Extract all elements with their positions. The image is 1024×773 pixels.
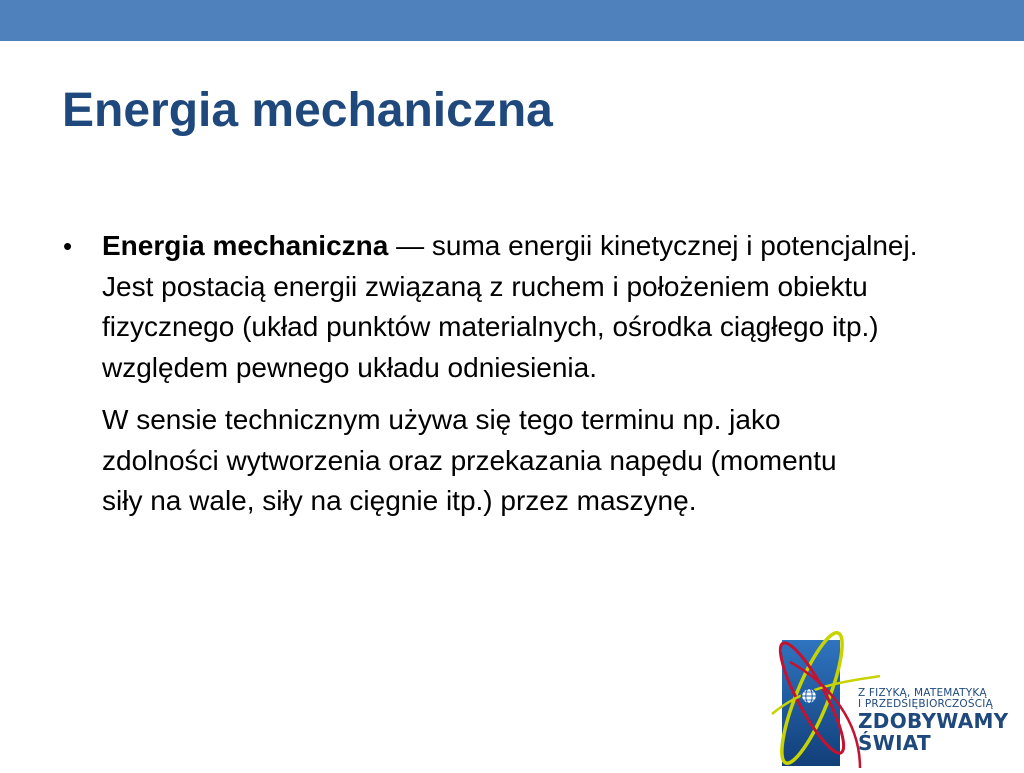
bullet-marker: •	[63, 231, 73, 261]
logo-tagline-line1: Z FIZYKĄ, MATEMATYKĄ	[858, 687, 987, 699]
bullet-paragraph	[102, 226, 962, 388]
bullet-term: Energia mechaniczna	[102, 230, 389, 261]
bullet-definition: — suma energii kinetycznej i potencjalnej. Jest postacią energii związaną z ruchem i położeniem obiektu fizycznego (układ punktów materialnych, ośrodka ciągłego itp.) względem pewnego układu odniesienia.	[102, 230, 918, 383]
logo-tagline-line2: I PRZEDSIĘBIORCZOŚCIĄ	[858, 698, 993, 710]
logo-name-line1: ZDOBYWAMY	[858, 709, 1009, 733]
second-paragraph: W sensie technicznym używa się tego terminu np. jako zdolności wytworzenia oraz przekazania napędu (momentu siły na wale, siły na cięgnie itp.) przez maszynę.	[102, 404, 837, 516]
slide-content	[63, 226, 963, 522]
logo-text	[858, 688, 1008, 754]
slide-title: Energia mechaniczna	[62, 84, 553, 137]
logo-name-line2: ŚWIAT	[858, 731, 931, 755]
top-accent-bar	[0, 0, 1024, 41]
bullet-item	[63, 226, 963, 388]
